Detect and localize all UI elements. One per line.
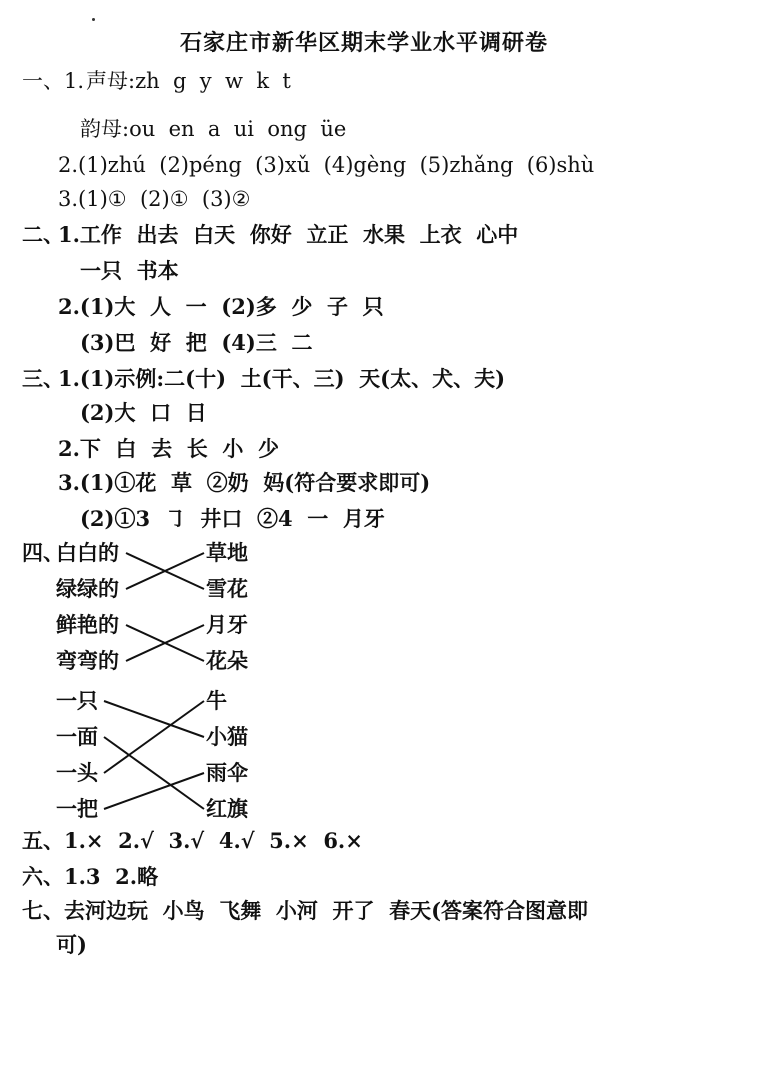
match-left-item: 一只 [56, 688, 98, 713]
match-line [104, 737, 204, 809]
yunmu-answer: 韵母:ou en a ui ong üe [80, 117, 347, 141]
match-right-item: 小猫 [206, 724, 248, 749]
section-2-q2-line1: 2.(1)大 人 一 (2)多 少 子 只 [58, 294, 384, 319]
section-1-label: 一、1. [22, 69, 85, 93]
match-right-item: 牛 [206, 688, 227, 713]
match-right-item: 雪花 [206, 576, 248, 601]
section-3-label: 三、 [22, 366, 64, 391]
section-2-label: 二、 [22, 222, 64, 247]
section-6-answers: 六、1.3 2.略 [22, 864, 159, 889]
match-line [104, 701, 204, 737]
match-left-item: 一头 [56, 760, 98, 785]
match-left-item: 一面 [56, 724, 98, 749]
match-line [104, 701, 204, 773]
section-3-q2: 2.下 白 去 长 小 少 [58, 436, 280, 461]
match-right-item: 雨伞 [206, 760, 248, 785]
match-line [104, 773, 204, 809]
section-5-answers: 五、1.× 2.√ 3.√ 4.√ 5.× 6.× [22, 828, 363, 853]
section-4-label: 四、 [22, 540, 64, 565]
shengmu-answer: 声母:zh g y w k t [86, 69, 291, 93]
section-3-q1-line1: 1.(1)示例:二(十) 土(干、三) 天(太、犬、夫) [58, 366, 506, 391]
section-7-line2: 可) [56, 932, 87, 957]
match-right-item: 月牙 [206, 612, 248, 637]
section-2-q2-line2: (3)巴 好 把 (4)三 二 [80, 330, 313, 355]
match-right-item: 红旗 [206, 796, 248, 821]
section-3-q3-line1: 3.(1)①花 草 ②奶 妈(符合要求即可) [58, 470, 431, 495]
match-left-item: 弯弯的 [56, 648, 119, 673]
section-1-q3: 3.(1)① (2)① (3)② [58, 187, 251, 211]
section-3-q1-line2: (2)大 口 日 [80, 400, 207, 425]
match-left-item: 绿绿的 [56, 576, 119, 601]
page-title: 石家庄市新华区期末学业水平调研卷 [180, 30, 549, 56]
section-3-q3-line2: (2)①3 ㇆ 井口 ②4 一 月牙 [80, 506, 385, 531]
match-left-item: 鲜艳的 [56, 612, 119, 637]
match-right-item: 草地 [206, 540, 248, 565]
section-2-q1-line1: 1.工作 出去 白天 你好 立正 水果 上衣 心中 [58, 222, 519, 247]
section-1-q2: 2.(1)zhú (2)péng (3)xǔ (4)gèng (5)zhǎng (6)shù [58, 153, 595, 177]
match-left-item: 白白的 [56, 540, 119, 565]
match-left-item: 一把 [56, 796, 98, 821]
section-2-q1-line2: 一只 书本 [80, 258, 179, 283]
match-right-item: 花朵 [206, 648, 248, 673]
section-7-line1: 七、去河边玩 小鸟 飞舞 小河 开了 春天(答案符合图意即 [22, 898, 589, 923]
